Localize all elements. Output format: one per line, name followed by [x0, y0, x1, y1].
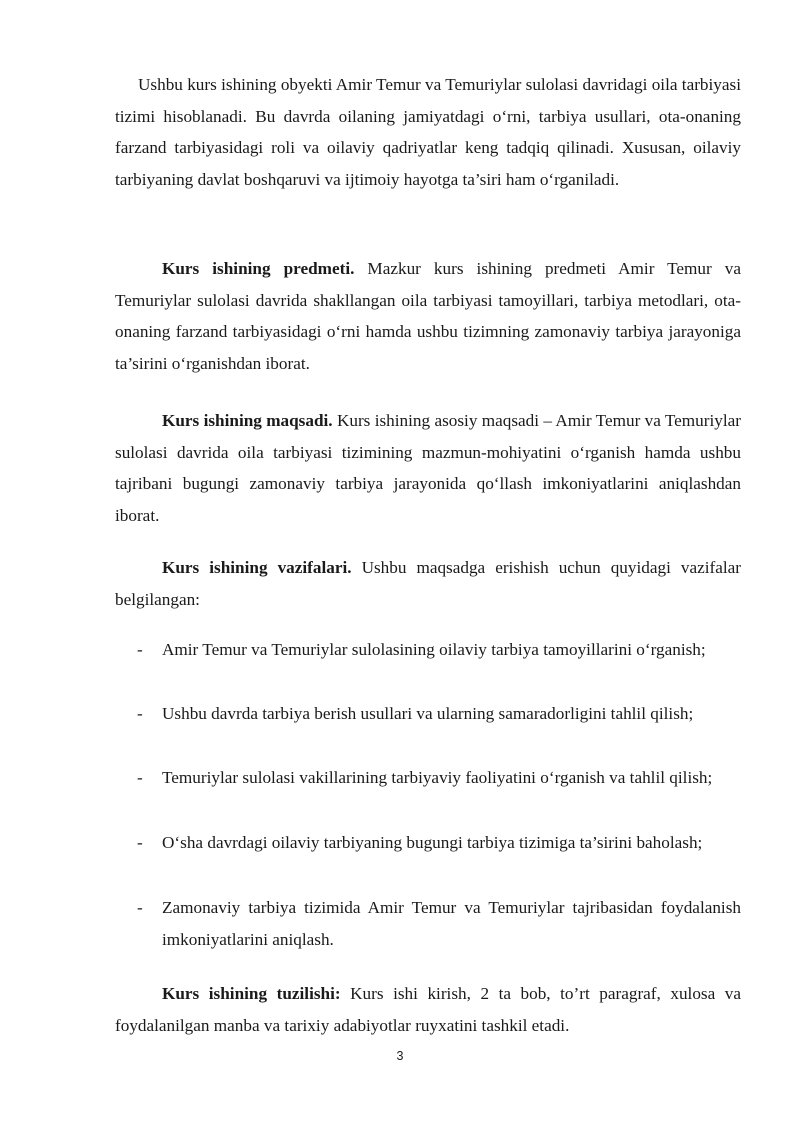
list-item	[115, 634, 741, 666]
structure-heading: Kurs ishining tuzilishi:	[162, 984, 341, 1003]
paragraph-tasks	[115, 552, 741, 615]
tasks-heading: Kurs ishining vazifalari.	[162, 558, 352, 577]
list-dash: -	[137, 640, 143, 659]
list-item-text: Amir Temur va Temuriylar sulolasining oilaviy tarbiya tamoyillarini o‘rganish;	[162, 640, 706, 659]
paragraph-object-text: Ushbu kurs ishining obyekti Amir Temur va Temuriylar sulolasi davridagi oila tarbiyasi tizimi hisoblanadi. Bu davrda oilaning jamiyatdagi o‘rni, tarbiya usullari, ota-onaning farzand tarbiyasidagi roli va oilaviy qadriyatlar keng tadqiq qilinadi. Xususan, oilaviy tarbiyaning davlat boshqaruvi va ijtimoiy hayotga ta’siri ham o‘rganiladi.	[115, 75, 741, 189]
subject-heading: Kurs ishining predmeti.	[162, 259, 355, 278]
tasks-text: Ushbu maqsadga erishish uchun quyidagi vazifalar belgilangan:	[115, 558, 741, 609]
list-item-text: Zamonaviy tarbiya tizimida Amir Temur va Temuriylar tajribasidan foydalanish imkoniyatlarini aniqlash.	[162, 898, 741, 949]
list-dash: -	[137, 898, 143, 917]
structure-text: Kurs ishi kirish, 2 ta bob, to’rt paragraf, xulosa va foydalanilgan manba va tarixiy adabiyotlar ruyxatini tashkil etadi.	[115, 984, 741, 1035]
paragraph-object	[115, 69, 741, 195]
list-item	[115, 762, 741, 794]
goal-heading: Kurs ishining maqsadi.	[162, 411, 333, 430]
list-dash: -	[137, 768, 143, 787]
page-number: 3	[396, 1049, 404, 1063]
subject-text: Mazkur kurs ishining predmeti Amir Temur va Temuriylar sulolasi davrida shakllangan oila tarbiyasi tamoyillari, tarbiya metodlari, ota-onaning farzand tarbiyasidagi o‘rni hamda ushbu tizimning zamonaviy tarbiya jarayoniga ta’sirini o‘rganishdan iborat.	[115, 259, 741, 373]
list-item-text: Ushbu davrda tarbiya berish usullari va ularning samaradorligini tahlil qilish;	[162, 704, 694, 723]
list-item	[115, 698, 741, 730]
paragraph-goal	[115, 405, 741, 531]
list-item-text: O‘sha davrdagi oilaviy tarbiyaning bugungi tarbiya tizimiga ta’sirini baholash;	[162, 833, 703, 852]
paragraph-structure	[115, 978, 741, 1041]
list-item	[115, 892, 741, 955]
list-dash: -	[137, 833, 143, 852]
list-item-text: Temuriylar sulolasi vakillarining tarbiyaviy faoliyatini o‘rganish va tahlil qilish;	[162, 768, 713, 787]
paragraph-subject	[115, 253, 741, 379]
list-dash: -	[137, 704, 143, 723]
list-item	[115, 827, 741, 859]
goal-text: Kurs ishining asosiy maqsadi – Amir Temur va Temuriylar sulolasi davrida oila tarbiyasi tizimining mazmun-mohiyatini o‘rganish hamda ushbu tajribani bugungi zamonaviy tarbiya jarayonida qo‘llash imkoniyatlarini aniqlashdan iborat.	[115, 411, 741, 525]
